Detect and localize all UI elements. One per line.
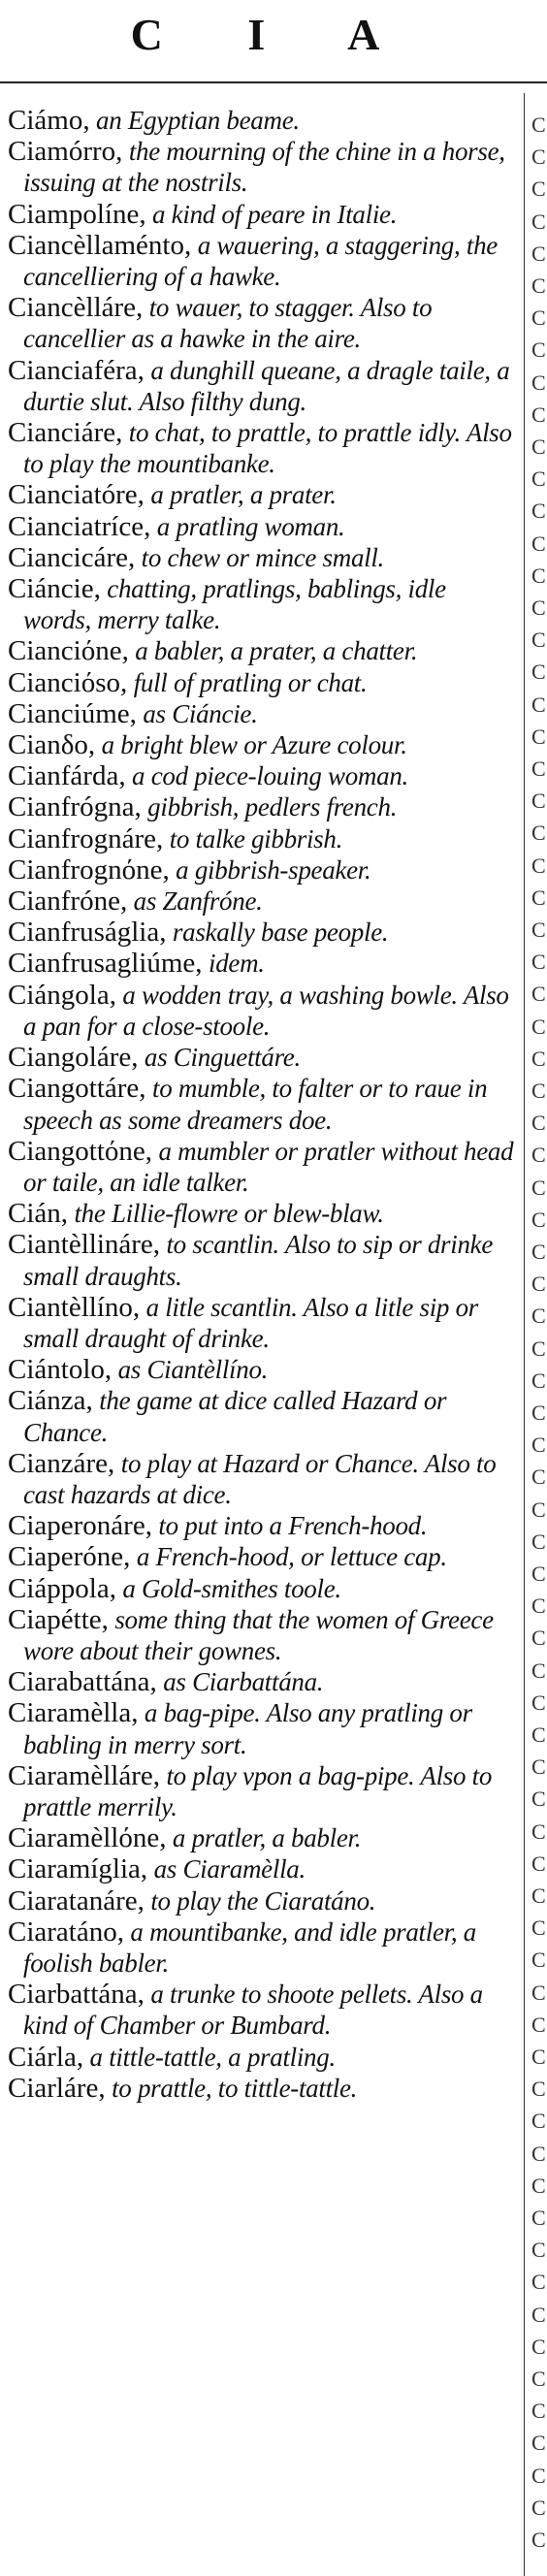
- dictionary-entry: [8, 542, 518, 573]
- margin-mark: C: [531, 145, 546, 170]
- dictionary-entry: [8, 1292, 518, 1354]
- dictionary-entry: [8, 292, 518, 354]
- margin-mark: C: [531, 1819, 546, 1844]
- entry-definition: the mourning of the chine in a horse, issuing at the nostrils.: [23, 137, 505, 198]
- header-rule: [0, 81, 547, 83]
- dictionary-entry: [8, 1885, 518, 1916]
- entry-headword: Ciampolíne,: [8, 198, 146, 230]
- margin-mark: C: [531, 338, 546, 363]
- entry-definition: a kind of peare in Italie.: [145, 199, 398, 229]
- dictionary-entry: [8, 1822, 518, 1853]
- dictionary-entry: [8, 2042, 518, 2073]
- margin-mark: C: [531, 241, 546, 266]
- dictionary-entry: [8, 105, 518, 136]
- margin-mark: C: [531, 2077, 546, 2102]
- entry-headword: Ciaramèlla,: [8, 1697, 139, 1729]
- margin-mark: C: [531, 1111, 546, 1136]
- dictionary-entry: [8, 230, 518, 292]
- entry-definition: raskally base people.: [166, 918, 389, 948]
- margin-mark: C: [531, 2302, 546, 2327]
- entry-headword: Cianciatóre,: [8, 479, 145, 511]
- dictionary-entry: [8, 886, 518, 917]
- margin-mark: C: [531, 2399, 546, 2424]
- entry-definition: full of pratling or chat.: [127, 667, 368, 697]
- entry-headword: Ciaperonáre,: [8, 1510, 152, 1542]
- entry-definition: to play vpon a bag-pipe. Also to prattle merrily.: [23, 1760, 493, 1821]
- margin-mark: C: [531, 2463, 546, 2488]
- entry-definition: as Zanfróne.: [127, 886, 263, 917]
- margin-mark: C: [531, 1465, 546, 1490]
- margin-mark: C: [531, 918, 546, 942]
- entry-definition: a babler, a prater, a chatter.: [128, 636, 418, 666]
- dictionary-entry: [8, 1510, 518, 1541]
- margin-mark: C: [531, 1594, 546, 1619]
- dictionary-entry: [8, 948, 518, 979]
- entry-headword: Ciaperóne,: [8, 1541, 131, 1573]
- margin-mark: C: [531, 2334, 546, 2359]
- margin-mark: C: [531, 1658, 546, 1683]
- margin-mark: C: [531, 467, 546, 492]
- entry-definition: a bag-pipe. Also any pratling or babling in merry sort.: [23, 1698, 472, 1759]
- dictionary-entry: [8, 1853, 518, 1884]
- entry-headword: Ciaratáno,: [8, 1916, 124, 1948]
- entry-definition: an Egyptian beame.: [89, 106, 300, 135]
- margin-mark: C: [531, 563, 546, 588]
- margin-mark: C: [531, 1690, 546, 1715]
- margin-mark: C: [531, 1723, 546, 1747]
- entry-headword: Ciancèllaménto,: [8, 229, 192, 261]
- entry-definition: as Ciantèllíno.: [112, 1355, 269, 1385]
- dictionary-entry: [8, 573, 518, 635]
- margin-mark: C: [531, 1143, 546, 1168]
- dictionary-entry: [8, 1136, 518, 1198]
- dictionary-entry: [8, 1073, 518, 1135]
- margin-mark: C: [531, 306, 546, 331]
- margin-mark: C: [531, 1787, 546, 1812]
- margin-mark: C: [531, 435, 546, 459]
- margin-mark: C: [531, 2206, 546, 2230]
- entry-definition: as Ciáncie.: [136, 698, 258, 728]
- column-rule: [524, 93, 525, 2576]
- running-head: C I A: [130, 10, 417, 59]
- margin-mark: C: [531, 2109, 546, 2134]
- entry-definition: a cod piece-louing woman.: [125, 761, 408, 791]
- margin-mark: C: [531, 1948, 546, 1973]
- entry-headword: Cianciúme,: [8, 697, 137, 729]
- margin-mark: C: [531, 982, 546, 1007]
- entry-headword: Cianfróne,: [8, 886, 128, 918]
- margin-mark: C: [531, 853, 546, 878]
- dictionary-entry: [8, 2073, 518, 2104]
- margin-mark: C: [531, 113, 546, 137]
- margin-mark: C: [531, 274, 546, 298]
- entry-list: [8, 105, 518, 2104]
- dictionary-entry: [8, 917, 518, 948]
- entry-headword: Ciantèllináre,: [8, 1229, 161, 1261]
- dictionary-entry: [8, 1573, 518, 1604]
- entry-definition: a litle scantlin. Also a litle sip or small draught of drinke.: [23, 1292, 478, 1353]
- margin-mark: C: [531, 1304, 546, 1329]
- margin-mark: C: [531, 2045, 546, 2069]
- margin-mark: C: [531, 2141, 546, 2166]
- margin-mark: C: [531, 531, 546, 556]
- entry-headword: Cianfrognόne,: [8, 853, 170, 886]
- dictionary-entry: [8, 980, 518, 1042]
- margin-mark: C: [531, 2495, 546, 2520]
- margin-mark: C: [531, 628, 546, 653]
- margin-mark: C: [531, 177, 546, 202]
- dictionary-entry: [8, 1979, 518, 2041]
- entry-definition: a wauering, a staggering, the cancelliering of a hawke.: [23, 230, 498, 292]
- dictionary-entry: [8, 1229, 518, 1291]
- dictionary-entry: [8, 1916, 518, 1979]
- margin-mark: C: [531, 1562, 546, 1586]
- margin-mark: C: [531, 1336, 546, 1361]
- entry-headword: Cianfárda,: [8, 760, 126, 792]
- entry-definition: chatting, pratlings, bablings, idle words, merry talke.: [23, 574, 446, 635]
- margin-mark: C: [531, 2238, 546, 2263]
- entry-headword: Ciarabattána,: [8, 1666, 157, 1698]
- entry-headword: Ciaramèllόne,: [8, 1822, 167, 1854]
- margin-mark: C: [531, 1401, 546, 1425]
- entry-headword: Ciaramèlláre,: [8, 1759, 160, 1791]
- entry-definition: to play the Ciaratáno.: [144, 1885, 376, 1916]
- entry-headword: Ciántolo,: [8, 1354, 113, 1386]
- entry-definition: a pratling woman.: [150, 511, 345, 541]
- margin-mark: C: [531, 1433, 546, 1458]
- entry-headword: Cianfrognáre,: [8, 822, 164, 854]
- margin-mark: C: [531, 1207, 546, 1232]
- margin-mark: C: [531, 950, 546, 975]
- entry-definition: to play at Hazard or Chance. Also to cast hazards at dice.: [23, 1448, 497, 1509]
- dictionary-entry: [8, 823, 518, 854]
- entry-definition: gibbrish, pedlers french.: [141, 792, 398, 822]
- entry-headword: Ciangoláre,: [8, 1042, 139, 1074]
- entry-definition: a mountibanke, and idle pratler, a foolish babler.: [23, 1916, 476, 1978]
- margin-mark: C: [531, 757, 546, 781]
- dictionary-entry: [8, 1697, 518, 1759]
- entry-headword: Ciancicáre,: [8, 541, 136, 573]
- dictionary-entry: [8, 760, 518, 791]
- margin-mark: C: [531, 370, 546, 395]
- margin-mark: C: [531, 1240, 546, 1264]
- entry-definition: to prattle, to tittle-tattle.: [105, 2073, 358, 2103]
- entry-headword: Cianδo,: [8, 729, 96, 761]
- dictionary-entry: [8, 854, 518, 886]
- entry-headword: Ciáppola,: [8, 1572, 116, 1604]
- margin-mark: C: [531, 885, 546, 910]
- dictionary-entry: [8, 667, 518, 698]
- margin-mark: C: [531, 1980, 546, 2005]
- margin-mark: C: [531, 1046, 546, 1071]
- entry-headword: Cianciáre,: [8, 417, 123, 449]
- margin-mark: C: [531, 660, 546, 685]
- margin-mark: C: [531, 1626, 546, 1651]
- entry-definition: a gibbrish-speaker.: [169, 854, 371, 885]
- margin-mark: C: [531, 596, 546, 620]
- margin-mark: C: [531, 2528, 546, 2552]
- margin-mark: C: [531, 499, 546, 524]
- entry-definition: a bright blew or Azure colour.: [95, 730, 407, 760]
- margin-mark: C: [531, 2367, 546, 2391]
- margin-mark: C: [531, 1529, 546, 1554]
- margin-mark: C: [531, 209, 546, 234]
- margin-mark: C: [531, 1884, 546, 1908]
- entry-headword: Ciapétte,: [8, 1603, 109, 1635]
- entry-headword: Cianciaféra,: [8, 354, 145, 386]
- margin-mark: C: [531, 2173, 546, 2198]
- margin-mark: C: [531, 1916, 546, 1941]
- margin-mark: C: [531, 821, 546, 846]
- dictionary-entry: [8, 1198, 518, 1229]
- dictionary-entry: [8, 635, 518, 666]
- entry-headword: Ciangottόne,: [8, 1135, 153, 1167]
- dictionary-entry: [8, 199, 518, 230]
- margin-mark: C: [531, 789, 546, 814]
- entry-headword: Cianzáre,: [8, 1447, 115, 1479]
- dictionary-entry: [8, 1385, 518, 1447]
- entry-headword: Ciáncie,: [8, 573, 101, 605]
- entry-headword: Cianfrusagliúme,: [8, 948, 203, 980]
- dictionary-entry: [8, 1541, 518, 1572]
- margin-mark: C: [531, 1175, 546, 1200]
- entry-headword: Ciamórro,: [8, 136, 123, 168]
- entry-definition: the game at dice called Hazard or Chance.: [23, 1386, 447, 1447]
- entry-headword: Ciángola,: [8, 979, 116, 1011]
- margin-mark: C: [531, 1014, 546, 1039]
- dictionary-entry: [8, 1042, 518, 1073]
- entry-definition: to scantlin. Also to sip or drinke small draughts.: [23, 1230, 494, 1291]
- entry-definition: to chew or mince small.: [135, 542, 384, 572]
- margin-mark: C: [531, 1272, 546, 1297]
- entry-definition: a tittle-tattle, a pratling.: [83, 2042, 336, 2072]
- dictionary-entry: [8, 1666, 518, 1697]
- entry-headword: Cián,: [8, 1198, 69, 1230]
- entry-headword: Ciarbattána,: [8, 1979, 145, 2011]
- entry-headword: Ciaramíglia,: [8, 1853, 148, 1885]
- entry-headword: Cianciόso,: [8, 666, 128, 698]
- entry-headword: Ciárla,: [8, 2041, 84, 2073]
- dictionary-entry: [8, 1760, 518, 1822]
- entry-headword: Ciancèlláre,: [8, 292, 144, 324]
- entry-headword: Ciánza,: [8, 1385, 93, 1417]
- entry-definition: a trunke to shoote pellets. Also a kind of Chamber or Bumbard.: [23, 1980, 483, 2041]
- entry-definition: idem.: [202, 949, 265, 979]
- margin-mark: C: [531, 1755, 546, 1780]
- dictionary-entry: [8, 1354, 518, 1385]
- margin-mark: C: [531, 1079, 546, 1103]
- margin-mark: C: [531, 2012, 546, 2037]
- entry-definition: to talke gibbrish.: [163, 823, 343, 853]
- dictionary-entry: [8, 511, 518, 542]
- dictionary-entry: [8, 479, 518, 510]
- dictionary-entry: [8, 1448, 518, 1510]
- margin-mark: C: [531, 2431, 546, 2456]
- entry-definition: to mumble, to falter or to raue in speech as some dreamers doe.: [23, 1074, 488, 1135]
- dictionary-entry: [8, 698, 518, 729]
- entry-headword: Ciaratanáre,: [8, 1884, 145, 1916]
- entry-definition: to chat, to prattle, to prattle idly. Also to play the mountibanke.: [23, 418, 512, 479]
- entry-headword: Ciantèllíno,: [8, 1291, 141, 1323]
- entry-definition: to put into a French-hood.: [151, 1511, 428, 1541]
- entry-definition: a pratler, a prater.: [144, 480, 337, 510]
- margin-mark: C: [531, 724, 546, 749]
- dictionary-entry: [8, 355, 518, 417]
- margin-mark: C: [531, 402, 546, 427]
- entry-definition: a dunghill queane, a dragle taile, a durtie slut. Also filthy dung.: [23, 355, 510, 416]
- entry-definition: a pratler, a babler.: [166, 1823, 362, 1853]
- margin-mark: C: [531, 1368, 546, 1393]
- entry-definition: a mumbler or pratler without head or taile, an idle talker.: [23, 1136, 514, 1197]
- entry-headword: Ciangottáre,: [8, 1073, 146, 1105]
- entry-definition: as Ciaramèlla.: [147, 1854, 306, 1884]
- entry-headword: Cianfruságlia,: [8, 917, 167, 949]
- dictionary-entry: [8, 136, 518, 198]
- margin-mark: C: [531, 1851, 546, 1876]
- margin-mark: C: [531, 1497, 546, 1522]
- entry-headword: Cianciatríce,: [8, 510, 151, 542]
- dictionary-entry: [8, 417, 518, 479]
- entry-headword: Cianciόne,: [8, 635, 129, 667]
- entry-definition: some thing that the women of Greece wore about their gownes.: [23, 1604, 494, 1665]
- margin-mark: C: [531, 692, 546, 717]
- entry-headword: Ciarláre,: [8, 2072, 106, 2104]
- entry-definition: as Cinguettáre.: [138, 1043, 301, 1073]
- entry-headword: Cianfrógna,: [8, 791, 142, 823]
- entry-definition: a Gold-smithes toole.: [115, 1573, 341, 1603]
- entry-definition: to wauer, to stagger. Also to cancellier as a hawke in the aire.: [23, 293, 433, 354]
- dictionary-entry: [8, 1604, 518, 1666]
- entry-definition: a wodden tray, a washing bowle. Also a pan for a close-stoole.: [23, 980, 509, 1041]
- dictionary-entry: [8, 791, 518, 822]
- entry-definition: a French-hood, or lettuce cap.: [130, 1542, 447, 1572]
- entry-headword: Ciámo,: [8, 105, 90, 136]
- dictionary-entry: [8, 729, 518, 760]
- entry-definition: as Ciarbattána.: [156, 1667, 324, 1697]
- entry-definition: the Lillie-flowre or blew-blaw.: [68, 1199, 384, 1229]
- margin-mark: C: [531, 2270, 546, 2295]
